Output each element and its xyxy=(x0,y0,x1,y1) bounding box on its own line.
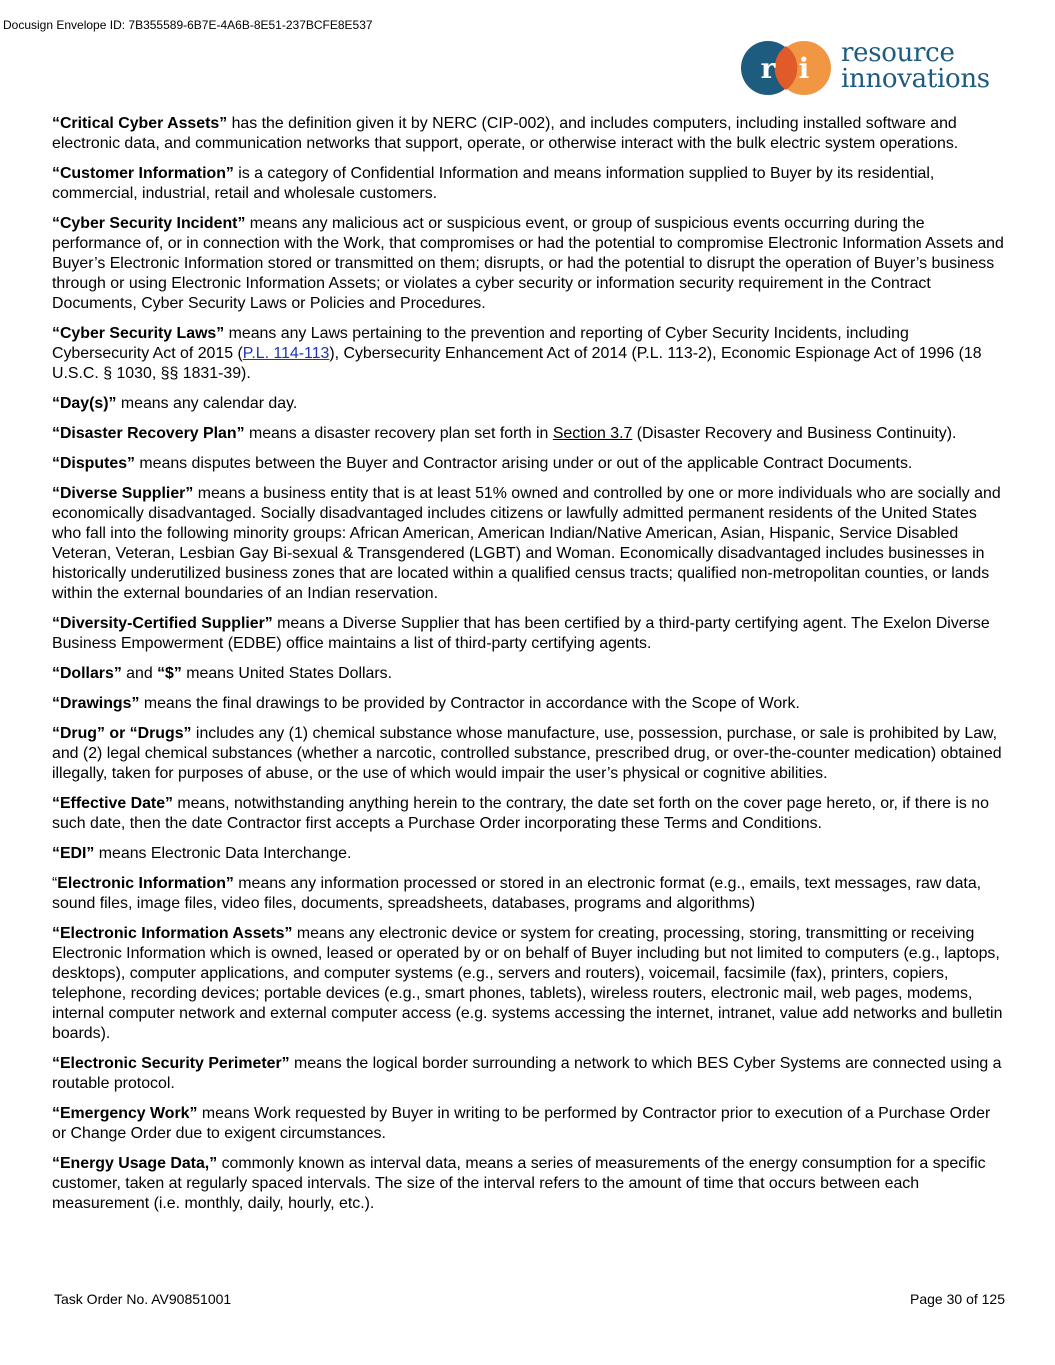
definition-text: means any electronic device or system for creating, processing, storing, transmitting or receiving Electronic Information which is owned, leased or operated by or on behalf of Buyer including but not limited to computers (e.g., laptops, desktops), computer applications, and computer systems (e.g., servers and routers), voicemail, facsimile (fax), printers, copiers, telephone, recording devices; portable devices (e.g., smart phones, tablets), wireless routers, electronic mail, web pages, modems, internal computer network and external computer access (e.g. systems accessing the internet, intranet, value add networks and bulletin boards). xyxy=(52,925,1003,1042)
term: “Energy Usage Data,” xyxy=(52,1155,218,1172)
quote-prefix: “ xyxy=(52,875,58,892)
term: “Disputes” xyxy=(52,455,135,472)
term: “Drug” or “Drugs” xyxy=(52,725,192,742)
definition-drugs xyxy=(52,724,1004,784)
definition-energy-usage-data xyxy=(52,1154,1004,1214)
definition-text: means, notwithstanding anything herein to the contrary, the date set forth on the cover page hereto, or, if there is no such date, then the date Contractor first accepts a Purchase Order incorporating these Terms and Conditions. xyxy=(52,795,989,832)
term: “Effective Date” xyxy=(52,795,173,812)
logo-mark-icon xyxy=(740,40,836,96)
definitions-list xyxy=(52,114,1004,1224)
company-logo xyxy=(740,40,1012,96)
definition-text: (Disaster Recovery and Business Continuity). xyxy=(632,425,957,442)
term: “Dollars” xyxy=(52,665,122,682)
definition-text: means a Diverse Supplier that has been certified by a third-party certifying agent. The Exelon Diverse Business Empowerment (EDBE) office maintains a list of third-party certifying agents. xyxy=(52,615,990,652)
term: “Drawings” xyxy=(52,695,140,712)
definition-text: has the definition given it by NERC (CIP-002), and includes computers, including installed software and electronic data, and communication networks that support, operate, or otherwise interact with the bulk electric system operations. xyxy=(52,115,959,152)
definition-cyber-security-laws xyxy=(52,324,1004,384)
definition-emergency-work xyxy=(52,1104,1004,1144)
term: “Electronic Information Assets” xyxy=(52,925,293,942)
definition-drawings xyxy=(52,694,1004,714)
definition-text: means any malicious act or suspicious event, or group of suspicious events occurring during the performance of, or in connection with the Work, that compromises or had the potential to compromise Electronic Information Assets and Buyer’s Electronic Information stored or transmitted on them; disrupts, or had the potential to disrupt the operation of Buyer’s business through or using Electronic Information Assets; or violates a cyber security or information security requirement in the Contract Documents, Cyber Security Laws or Policies and Procedures. xyxy=(52,215,1004,312)
definition-disaster-recovery-plan xyxy=(52,424,1004,444)
term: “Cyber Security Incident” xyxy=(52,215,246,232)
definition-customer-information xyxy=(52,164,1004,204)
definition-text: means Work requested by Buyer in writing to be performed by Contractor prior to execution of a Purchase Order or Change Order due to exigent circumstances. xyxy=(52,1105,991,1142)
definition-days xyxy=(52,394,1004,414)
definition-text: is a category of Confidential Information and means information supplied to Buyer by its residential, commercial, industrial, retail and wholesale customers. xyxy=(52,165,935,202)
page-number: Page 30 of 125 xyxy=(910,1291,1005,1307)
definition-cyber-security-incident xyxy=(52,214,1004,314)
term: “Diverse Supplier” xyxy=(52,485,194,502)
definition-text: means the logical border surrounding a network to which BES Cyber Systems are connected using a routable protocol. xyxy=(52,1055,1002,1092)
definition-text: means Electronic Data Interchange. xyxy=(94,845,352,862)
definition-effective-date xyxy=(52,794,1004,834)
term: “Electronic Security Perimeter” xyxy=(52,1055,290,1072)
definition-electronic-security-perimeter xyxy=(52,1054,1004,1094)
envelope-id: Docusign Envelope ID: 7B355589-6B7E-4A6B-8E51-237BCFE8E537 xyxy=(3,18,373,32)
definition-electronic-information xyxy=(52,874,1004,914)
term: “Cyber Security Laws” xyxy=(52,325,225,342)
logo-mark-r: r xyxy=(760,52,776,85)
definition-text: includes any (1) chemical substance whose manufacture, use, possession, purchase, or sale is prohibited by Law, and (2) legal chemical substances (whether a narcotic, controlled substance, prescribed drug, or over-the-counter medication) obtained illegally, taken for purposes of abuse, or the use of which would impair the user’s physical or cognitive abilities. xyxy=(52,725,1002,782)
section-reference: Section 3.7 xyxy=(552,425,633,442)
definition-dollars xyxy=(52,664,1004,684)
definition-diverse-supplier xyxy=(52,484,1004,604)
term: “Diversity-Certified Supplier” xyxy=(52,615,273,632)
definition-edi xyxy=(52,844,1004,864)
task-order-number: Task Order No. AV90851001 xyxy=(54,1291,232,1307)
definition-text: commonly known as interval data, means a series of measurements of the energy consumption for a specific customer, taken at regularly spaced intervals. The size of the interval refers to the amount of time that occurs between each measurement (i.e. monthly, daily, hourly, etc.). xyxy=(52,1155,986,1212)
definition-connector: and xyxy=(121,665,158,682)
logo-mark-i: i xyxy=(798,52,810,85)
logo-line2: innovations xyxy=(841,64,990,94)
definition-text: means disputes between the Buyer and Contractor arising under or out of the applicable Contract Documents. xyxy=(135,455,913,472)
term: Electronic Information” xyxy=(57,875,234,892)
definition-text: means a business entity that is at least 51% owned and controlled by one or more individuals who are socially and economically disadvantaged. Socially disadvantaged includes citizens or lawfully admitted permanent residents of the United States who fall into the following minority groups: African American, American Indian/Native American, Asian, Hispanic, Service Disabled Veteran, Veteran, Lesbian Gay Bi-sexual & Transgendered (LGBT) and Woman. Economically disadvantaged includes businesses in historically underutilized business zones that are located within a qualified census tracts; qualified non-metropolitan counties, or lands within the external boundaries of an Indian reservation. xyxy=(52,485,1001,602)
definition-text: means a disaster recovery plan set forth in xyxy=(244,425,553,442)
definition-text: means the final drawings to be provided by Contractor in accordance with the Scope of Work. xyxy=(139,695,800,712)
definition-text: means any information processed or stored in an electronic format (e.g., emails, text messages, raw data, sound files, image files, video files, documents, spreadsheets, databases, programs and algorithms) xyxy=(52,875,982,912)
definition-text: ), Cybersecurity Enhancement Act of 2014 (P.L. 113-2), Economic Espionage Act of 1996 (18 U.S.C. § 1030, §§ 1831-39). xyxy=(52,345,982,382)
pl-114-113-link[interactable]: P.L. 114-113 xyxy=(242,345,330,362)
term: “Customer Information” xyxy=(52,165,234,182)
definition-text: means any Laws pertaining to the prevention and reporting of Cyber Security Incidents, including Cybersecurity Act of 2015 ( xyxy=(52,325,909,362)
term: “Disaster Recovery Plan” xyxy=(52,425,245,442)
definition-disputes xyxy=(52,454,1004,474)
definition-critical-cyber-assets xyxy=(52,114,1004,154)
definition-text: means any calendar day. xyxy=(116,395,298,412)
term: “Critical Cyber Assets” xyxy=(52,115,228,132)
logo-line1: resource xyxy=(841,38,955,68)
definition-electronic-information-assets xyxy=(52,924,1004,1044)
definition-text: means United States Dollars. xyxy=(181,665,393,682)
term: “Day(s)” xyxy=(52,395,117,412)
term: “Emergency Work” xyxy=(52,1105,198,1122)
definition-diversity-certified-supplier xyxy=(52,614,1004,654)
term: “EDI” xyxy=(52,845,95,862)
term-secondary: “$” xyxy=(157,665,182,682)
